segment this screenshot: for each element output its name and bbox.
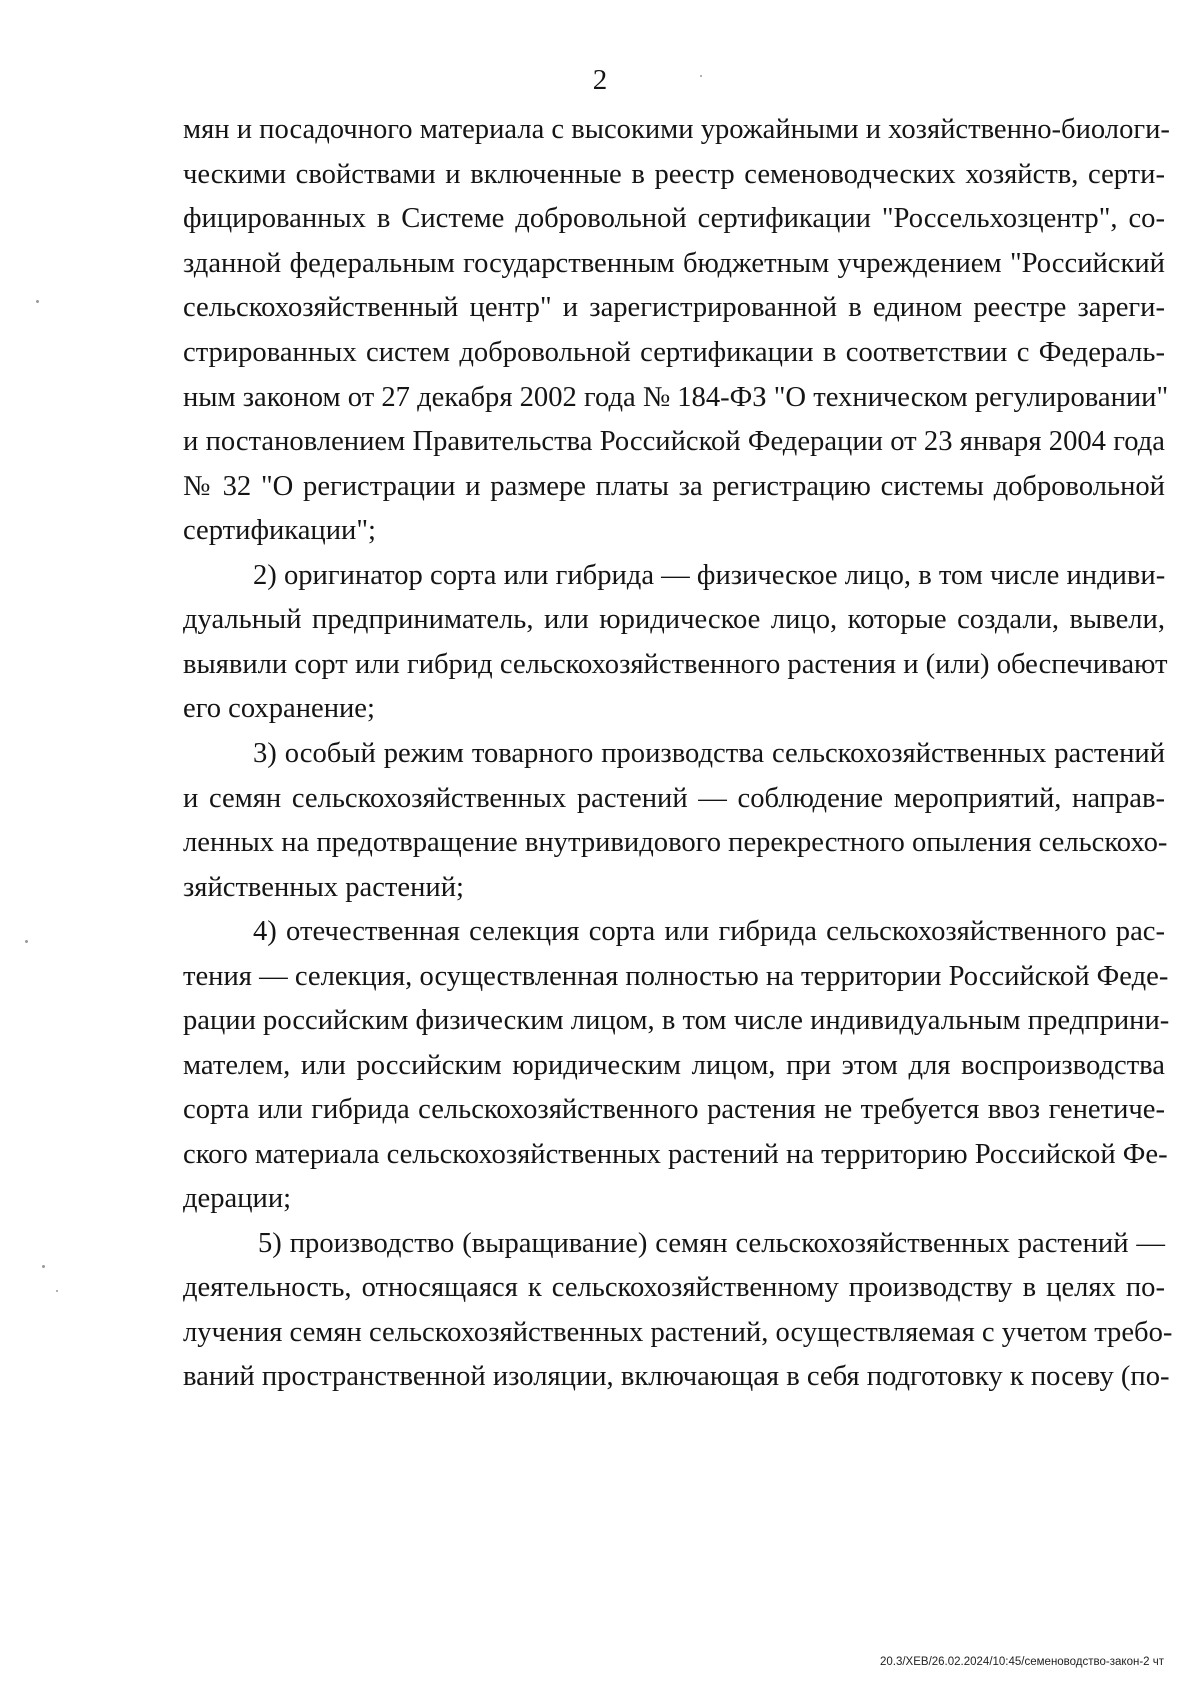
text-line: № 32 "О регистрации и размере платы за регистрацию системы добровольной xyxy=(183,471,1165,502)
scan-speck xyxy=(25,940,28,943)
scan-speck xyxy=(56,1290,58,1292)
text-line: зяйственных растений; xyxy=(183,872,464,903)
text-line: ского материала сельскохозяйственных растений на территорию Российской Фе- xyxy=(183,1139,1168,1170)
text-line: дуальный предприниматель, или юридическое лицо, которые создали, вывели, xyxy=(183,604,1165,635)
page-number: 2 xyxy=(592,64,608,96)
text-line: сорта или гибрида сельскохозяйственного растения не требуется ввоз генетиче- xyxy=(183,1094,1165,1125)
text-line: и постановлением Правительства Российской Федерации от 23 января 2004 года xyxy=(183,426,1165,457)
text-line: ваний пространственной изоляции, включающая в себя подготовку к посеву (по- xyxy=(183,1361,1170,1392)
text-line: 2) оригинатор сорта или гибрида — физическое лицо, в том числе индиви- xyxy=(253,560,1166,591)
document-footer: 20.3/ХЕВ/26.02.2024/10:45/семеноводство-закон-2 чт xyxy=(879,1656,1164,1668)
text-line: сертификации"; xyxy=(183,515,376,546)
text-line: 5) производство (выращивание) семян сельскохозяйственных растений — xyxy=(258,1228,1165,1259)
text-line: 4) отечественная селекция сорта или гибрида сельскохозяйственного рас- xyxy=(253,916,1165,947)
text-line: зданной федеральным государственным бюджетным учреждением "Российский xyxy=(183,248,1165,279)
text-line: и семян сельскохозяйственных растений — соблюдение мероприятий, направ- xyxy=(183,783,1165,814)
scan-speck xyxy=(42,1265,45,1268)
text-line: выявили сорт или гибрид сельскохозяйственного растения и (или) обеспечивают xyxy=(183,649,1168,680)
text-line: ленных на предотвращение внутривидового перекрестного опыления сельскохо- xyxy=(183,827,1168,858)
text-line: ным законом от 27 декабря 2002 года № 184-ФЗ "О техническом регулировании" xyxy=(183,382,1169,413)
text-line: стрированных систем добровольной сертификации в соответствии с Федераль- xyxy=(183,337,1165,368)
text-line: 3) особый режим товарного производства сельскохозяйственных растений xyxy=(253,738,1165,769)
text-line: фицированных в Системе добровольной сертификации "Россельхозцентр", со- xyxy=(183,203,1165,234)
text-line: рации российским физическим лицом, в том числе индивидуальным предприни- xyxy=(183,1005,1170,1036)
text-line: дерации; xyxy=(183,1183,292,1214)
text-line: лучения семян сельскохозяйственных растений, осуществляемая с учетом требо- xyxy=(183,1317,1173,1348)
text-line: мян и посадочного материала с высокими урожайными и хозяйственно-биологи- xyxy=(183,114,1170,145)
text-line: его сохранение; xyxy=(183,693,375,724)
scan-speck xyxy=(700,75,702,77)
text-line: ческими свойствами и включенные в реестр семеноводческих хозяйств, серти- xyxy=(183,159,1165,190)
text-line: мателем, или российским юридическим лицом, при этом для воспроизводства xyxy=(183,1050,1165,1081)
text-line: деятельность, относящаяся к сельскохозяйственному производству в целях по- xyxy=(183,1272,1165,1303)
scan-speck xyxy=(36,300,39,303)
text-line: тения — селекция, осуществленная полностью на территории Российской Феде- xyxy=(183,961,1169,992)
text-line: сельскохозяйственный центр" и зарегистрированной в едином реестре зареги- xyxy=(183,292,1165,323)
